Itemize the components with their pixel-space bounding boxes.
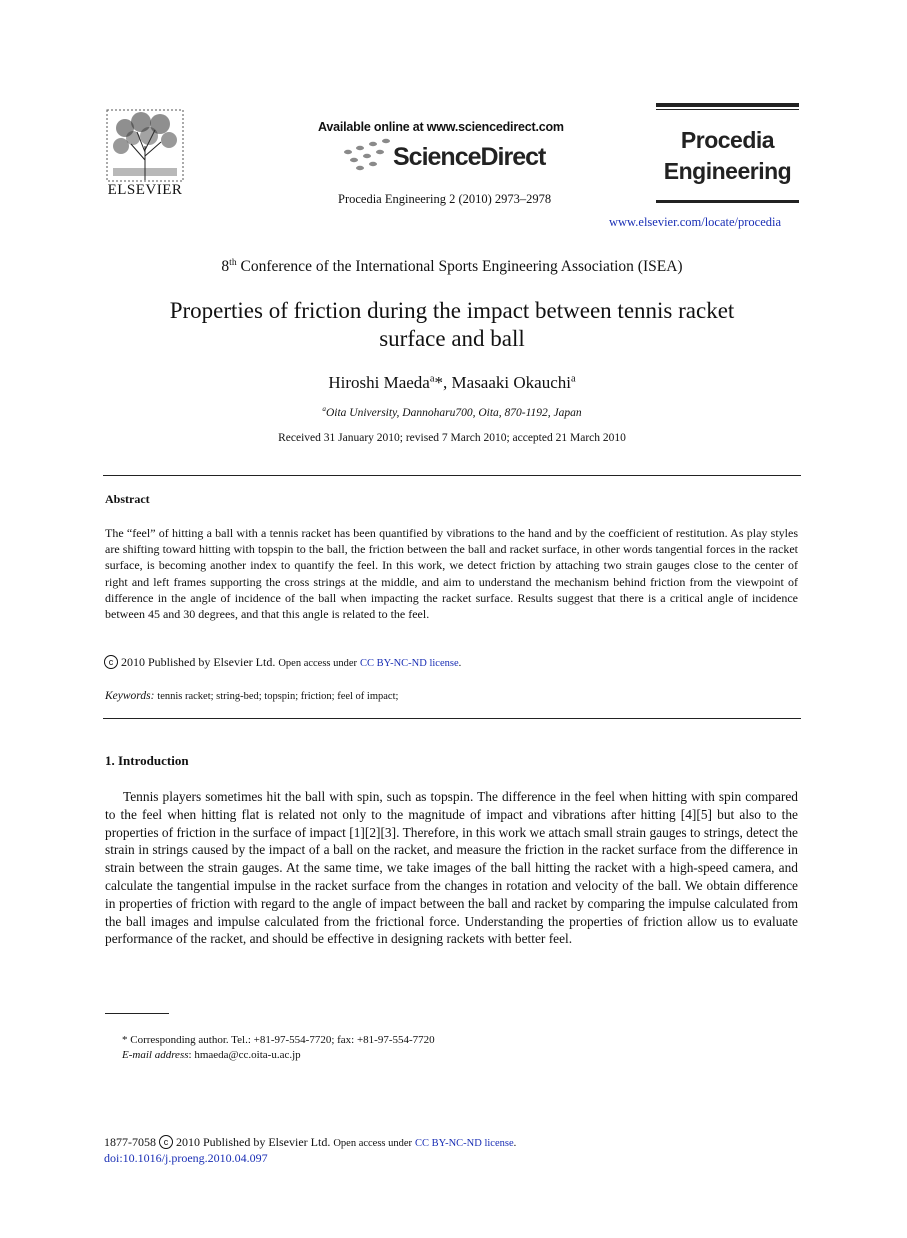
author-name-2: Masaaki Okauchi (451, 373, 571, 392)
author-name-1: Hiroshi Maeda (328, 373, 430, 392)
keywords-line (105, 690, 398, 702)
affiliation-mark: a (322, 405, 326, 414)
footer-license-line (104, 1135, 516, 1150)
license-period: . (458, 658, 462, 669)
received-dates: Received 31 January 2010; revised 7 March 2010; accepted 21 March 2010 (278, 432, 626, 444)
abstract-top-rule (103, 475, 801, 476)
abstract-bottom-rule (103, 718, 801, 719)
elsevier-tree-icon (105, 108, 185, 183)
journal-title (656, 125, 799, 187)
conference-ordinal: 8 (221, 258, 230, 275)
corresponding-author-note: * Corresponding author. Tel.: +81-97-554-7720; fax: +81-97-554-7720 (122, 1034, 435, 1046)
abstract-body: The “feel” of hitting a ball with a tennis racket has been quantified by vibrations to the hand and by the coefficient of restitution. As play styles are shifting toward hitting with topspin to the ball, the friction between the ball and racket surface, in other words tangential forces in the racket surface, is becoming another index to quantify the feel. In this work, we detect friction by attaching two strain gauges close to the center of right and left frames supporting the cross strings at the middle, and aim to understand the mechanism behind friction from the viewpoint of difference in the angle of incidence of the ball when impacting the racket surface. Results suggest that there is a critical angle of incidence between 45 and 30 degrees, and that this angle is related to the feel. (105, 526, 798, 622)
footer-open-access: Open access under (333, 1138, 413, 1149)
license-published: 2010 Published by Elsevier Ltd. (121, 655, 276, 669)
sciencedirect-logo (340, 138, 550, 174)
intro-heading: 1. Introduction (105, 753, 189, 768)
author-1-corresponding-mark: *, (434, 373, 452, 392)
elsevier-wordmark: ELSEVIER (107, 182, 183, 198)
conference-line (100, 258, 804, 276)
keywords-label: Keywords: (105, 690, 155, 702)
journal-title-line2: Engineering (663, 158, 792, 184)
paper-title (100, 297, 804, 353)
license-link[interactable]: CC BY-NC-ND license (360, 658, 459, 669)
journal-box-bottom-rule (656, 200, 799, 203)
license-line (104, 655, 461, 670)
footnote-rule (105, 1013, 169, 1014)
email-address: : hmaeda@cc.oita-u.ac.jp (188, 1049, 301, 1061)
author-2-affiliation-mark: a (570, 373, 576, 385)
conference-name: Conference of the International Sports Engineering Association (ISEA) (236, 258, 683, 275)
paper-title-line2: surface and ball (379, 326, 525, 351)
copyright-icon: c (104, 655, 118, 669)
footer-license-link[interactable]: CC BY-NC-ND license (415, 1138, 514, 1149)
license-open-access: Open access under (278, 658, 358, 669)
available-online-text: Available online at www.sciencedirect.com (318, 120, 564, 134)
abstract-heading: Abstract (105, 492, 150, 506)
doi-link[interactable]: doi:10.1016/j.proeng.2010.04.097 (104, 1151, 268, 1165)
sciencedirect-dots-icon (340, 138, 394, 172)
email-label: E-mail address (122, 1049, 189, 1061)
footer-period: . (513, 1138, 517, 1149)
email-note (122, 1049, 301, 1061)
journal-box-top-rule-thin (656, 109, 799, 110)
elsevier-logo (103, 108, 187, 200)
footer-copyright-icon: c (159, 1135, 173, 1149)
footer-issn: 1877-7058 (104, 1135, 156, 1149)
affiliation-text: Oita University, Dannoharu700, Oita, 870-1192, Japan (325, 407, 582, 419)
author-list (100, 373, 804, 393)
journal-citation: Procedia Engineering 2 (2010) 2973–2978 (338, 192, 552, 206)
journal-url-link[interactable]: www.elsevier.com/locate/procedia (609, 215, 782, 229)
journal-title-line1: Procedia (680, 127, 775, 153)
author-1-affiliation-mark: a (429, 373, 435, 385)
footer-published: 2010 Published by Elsevier Ltd. (176, 1135, 331, 1149)
paper-title-line1: Properties of friction during the impact between tennis racket (169, 298, 735, 323)
sciencedirect-wordmark: ScienceDirect (393, 143, 546, 171)
affiliation (100, 407, 804, 419)
keywords-text: tennis racket; string-bed; topspin; friction; feel of impact; (157, 691, 399, 702)
intro-body: Tennis players sometimes hit the ball with spin, such as topspin. The difference in the feel when hitting with spin compared to the feel when hitting flat is related not only to the magnitude of impact and vibrations after hitting [4][5] but also to the properties of friction in the surface of impact [1][2][3]. Therefore, in this work we attach small strain gauges to strings, detect the strain in strings caused by the impact of a ball on the racket, and measure the friction in the racket surface from the difference in strain between the strain gauges. At the same time, we take images of the ball hitting the racket with a high-speed camera, and calculate the tangential impulse in the racket surface from the changes in rotation and velocity of the ball. We obtain difference in properties of friction with regard to the angle of impact between the ball and racket by comparing the impulse calculated from the ball images and impulse calculated from the frictional force. Understanding the properties of friction allow us to evaluate performance of the racket, and should be effective in designing rackets with better feel. (105, 789, 798, 947)
conference-ordinal-suffix: th (229, 256, 237, 268)
journal-box-top-rule (656, 103, 799, 107)
